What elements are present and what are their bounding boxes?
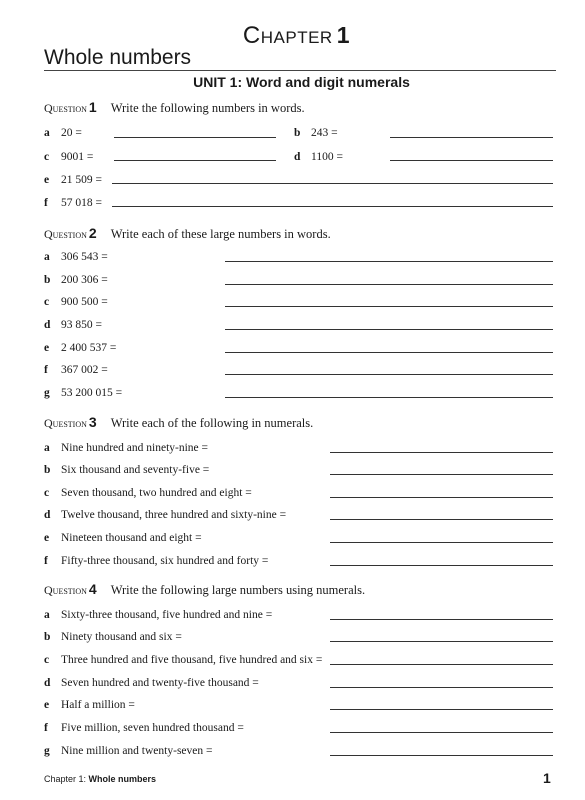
q3-d-answer-line[interactable] xyxy=(330,519,553,520)
q2-item-f xyxy=(44,364,108,376)
q1-a-answer-line[interactable] xyxy=(114,137,276,138)
q1-item-c xyxy=(44,151,93,163)
item-letter: c xyxy=(44,296,50,308)
item-text: 200 306 = xyxy=(61,274,108,286)
item-letter: f xyxy=(44,555,48,567)
item-text: Ninety thousand and six = xyxy=(61,631,182,643)
question-instruction: Write the following large numbers using numerals. xyxy=(110,583,366,597)
item-letter: e xyxy=(44,699,50,711)
q3-item-d xyxy=(44,509,286,521)
q1-item-b xyxy=(294,127,338,139)
item-letter: e xyxy=(44,174,50,186)
item-text: 53 200 015 = xyxy=(61,387,123,399)
question-number: 3 xyxy=(88,414,97,430)
item-text: Nine hundred and ninety-nine = xyxy=(61,442,209,454)
q2-e-answer-line[interactable] xyxy=(225,352,553,353)
q2-item-a xyxy=(44,251,108,263)
item-letter: d xyxy=(44,677,51,689)
item-text: Five million, seven hundred thousand = xyxy=(61,722,244,734)
question-number: 2 xyxy=(88,225,97,241)
item-letter: a xyxy=(44,442,50,454)
q2-g-answer-line[interactable] xyxy=(225,397,553,398)
item-text: 900 500 = xyxy=(61,296,108,308)
question-instruction: Write the following numbers in words. xyxy=(110,101,305,115)
q4-c-answer-line[interactable] xyxy=(330,664,553,665)
item-letter: b xyxy=(44,274,51,286)
q1-d-answer-line[interactable] xyxy=(390,160,553,161)
chapter-number: 1 xyxy=(336,22,350,48)
q3-b-answer-line[interactable] xyxy=(330,474,553,475)
q3-item-c xyxy=(44,487,252,499)
item-letter: a xyxy=(44,609,50,621)
question-4-heading xyxy=(44,581,365,598)
footer-chapter-label: Chapter 1: xyxy=(44,774,87,784)
footer-chapter-title: Whole numbers xyxy=(88,774,157,784)
item-text: 93 850 = xyxy=(61,319,102,331)
question-instruction: Write each of these large numbers in words. xyxy=(110,227,331,241)
q3-item-a xyxy=(44,442,208,454)
unit-heading: UNIT 1: Word and digit numerals xyxy=(193,74,410,90)
question-3-heading xyxy=(44,414,313,431)
item-letter: b xyxy=(44,631,51,643)
item-text: Three hundred and five thousand, five hundred and six = xyxy=(61,654,323,666)
q1-e-answer-line[interactable] xyxy=(112,183,553,184)
q4-a-answer-line[interactable] xyxy=(330,619,553,620)
item-letter: c xyxy=(44,151,50,163)
q2-item-d xyxy=(44,319,102,331)
item-letter: d xyxy=(294,151,301,163)
q1-c-answer-line[interactable] xyxy=(114,160,276,161)
q4-item-g xyxy=(44,745,212,757)
item-letter: b xyxy=(44,464,51,476)
q2-item-b xyxy=(44,274,108,286)
item-text: 21 509 = xyxy=(61,174,102,186)
item-letter: f xyxy=(44,197,48,209)
item-text: Nine million and twenty-seven = xyxy=(61,745,213,757)
q3-c-answer-line[interactable] xyxy=(330,497,553,498)
title-divider xyxy=(44,70,556,71)
q2-item-c xyxy=(44,296,108,308)
item-text: Seven hundred and twenty-five thousand = xyxy=(61,677,259,689)
item-text: 306 543 = xyxy=(61,251,108,263)
item-letter: e xyxy=(44,342,50,354)
item-text: 367 002 = xyxy=(61,364,108,376)
question-label: Question xyxy=(44,583,87,597)
q4-item-c xyxy=(44,654,322,666)
item-text: Half a million = xyxy=(61,699,135,711)
q4-item-f xyxy=(44,722,244,734)
q3-item-b xyxy=(44,464,209,476)
q2-d-answer-line[interactable] xyxy=(225,329,553,330)
item-letter: c xyxy=(44,487,50,499)
item-letter: g xyxy=(44,387,50,399)
q1-item-d xyxy=(294,151,343,163)
q3-e-answer-line[interactable] xyxy=(330,542,553,543)
page-footer xyxy=(44,774,156,784)
item-letter: a xyxy=(44,127,50,139)
item-text: 20 = xyxy=(61,127,82,139)
item-text: Nineteen thousand and eight = xyxy=(61,532,202,544)
q3-a-answer-line[interactable] xyxy=(330,452,553,453)
page-title: Whole numbers xyxy=(44,46,192,69)
q2-item-e xyxy=(44,342,116,354)
q2-c-answer-line[interactable] xyxy=(225,306,553,307)
item-letter: f xyxy=(44,722,48,734)
q4-f-answer-line[interactable] xyxy=(330,732,553,733)
item-text: Twelve thousand, three hundred and sixty-nine = xyxy=(61,509,287,521)
item-letter: d xyxy=(44,319,51,331)
q4-e-answer-line[interactable] xyxy=(330,709,553,710)
question-number: 1 xyxy=(88,99,97,115)
q2-a-answer-line[interactable] xyxy=(225,261,553,262)
item-text: 57 018 = xyxy=(61,197,102,209)
item-text: 9001 = xyxy=(61,151,94,163)
item-letter: a xyxy=(44,251,50,263)
q2-f-answer-line[interactable] xyxy=(225,374,553,375)
item-letter: e xyxy=(44,532,50,544)
item-text: 1100 = xyxy=(311,151,343,163)
item-letter: g xyxy=(44,745,50,757)
q4-d-answer-line[interactable] xyxy=(330,687,553,688)
q3-item-e xyxy=(44,532,202,544)
q2-b-answer-line[interactable] xyxy=(225,284,553,285)
q4-g-answer-line[interactable] xyxy=(330,755,553,756)
q1-f-answer-line[interactable] xyxy=(112,206,553,207)
question-instruction: Write each of the following in numerals. xyxy=(110,416,314,430)
q2-item-g xyxy=(44,387,122,399)
item-letter: d xyxy=(44,509,51,521)
q1-item-e xyxy=(44,174,102,186)
q4-item-b xyxy=(44,631,182,643)
item-letter: f xyxy=(44,364,48,376)
q3-f-answer-line[interactable] xyxy=(330,565,553,566)
page-number: 1 xyxy=(543,770,551,786)
item-text: 243 = xyxy=(311,127,338,139)
item-text: Fifty-three thousand, six hundred and forty = xyxy=(61,555,269,567)
item-letter: c xyxy=(44,654,50,666)
item-text: Seven thousand, two hundred and eight = xyxy=(61,487,252,499)
question-label: Question xyxy=(44,227,87,241)
chapter-word-initial: C xyxy=(242,22,261,49)
q4-item-e xyxy=(44,699,135,711)
q1-item-f xyxy=(44,197,102,209)
q3-item-f xyxy=(44,555,268,567)
q1-b-answer-line[interactable] xyxy=(390,137,553,138)
question-1-heading xyxy=(44,99,305,116)
q4-item-d xyxy=(44,677,259,689)
item-text: 2 400 537 = xyxy=(61,342,117,354)
q1-item-a xyxy=(44,127,82,139)
item-letter: b xyxy=(294,127,301,139)
question-number: 4 xyxy=(88,581,97,597)
question-label: Question xyxy=(44,101,87,115)
item-text: Six thousand and seventy-five = xyxy=(61,464,210,476)
q4-item-a xyxy=(44,609,272,621)
q4-b-answer-line[interactable] xyxy=(330,641,553,642)
chapter-word-rest: HAPTER xyxy=(260,28,333,47)
question-2-heading xyxy=(44,225,331,242)
item-text: Sixty-three thousand, five hundred and nine = xyxy=(61,609,273,621)
question-label: Question xyxy=(44,416,87,430)
